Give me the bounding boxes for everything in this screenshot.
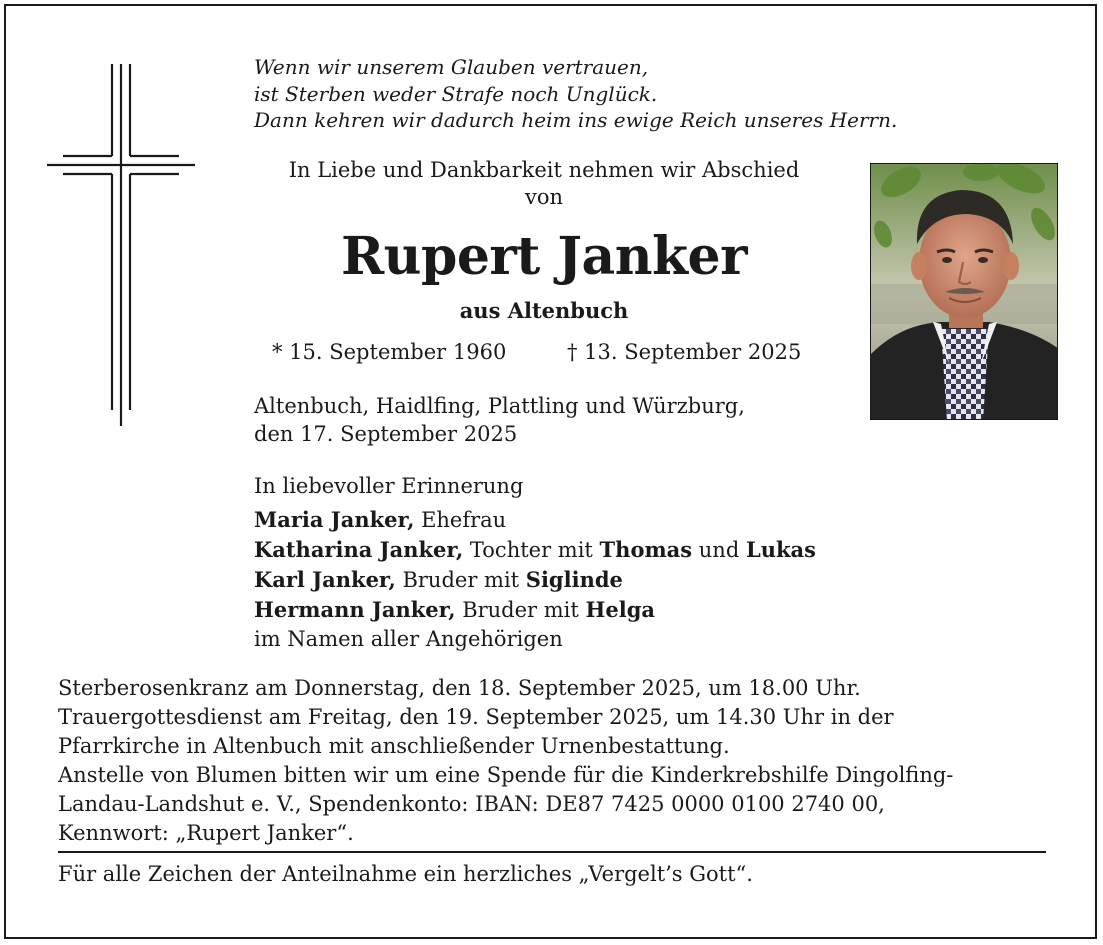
divider [58, 851, 1046, 853]
mourner-entry [254, 535, 816, 565]
birth-date: * 15. September 1960 [272, 340, 507, 364]
service-line: Anstelle von Blumen bitten wir um eine Spende für die Kinderkrebshilfe Dingolfing- [58, 763, 954, 787]
mourner-connector: und [692, 538, 746, 562]
service-line: Landau-Landshut e. V., Spendenkonto: IBAN: DE87 7425 0000 0100 2740 00, [58, 792, 885, 816]
service-line: Kennwort: „Rupert Janker“. [58, 821, 354, 845]
mourner-name: Hermann Janker, [254, 597, 456, 622]
farewell-line: In Liebe und Dankbarkeit nehmen wir Abschied [288, 158, 800, 182]
farewell-line: von [524, 185, 564, 209]
deceased-name: Rupert Janker [340, 226, 748, 287]
farewell-text [255, 157, 833, 211]
mourner-entry [254, 595, 816, 625]
mourner-partner: Helga [585, 597, 655, 622]
memory-intro: In liebevoller Erinnerung [254, 474, 524, 498]
portrait-photo [870, 163, 1058, 420]
mourner-relation: Tochter mit [463, 538, 600, 562]
cross-icon [45, 60, 197, 430]
deceased-origin: aus Altenbuch [459, 298, 629, 323]
mourners-closing: im Namen aller Angehörigen [254, 627, 563, 651]
mourner-entry [254, 505, 816, 535]
mourner-relation: Bruder mit [455, 598, 586, 622]
service-details [58, 674, 953, 848]
mourner-partner: Siglinde [525, 567, 623, 592]
motto-line: Dann kehren wir dadurch heim ins ewige Reich unseres Herrn. [254, 108, 898, 132]
mourners-list [254, 472, 816, 654]
motto-verse [254, 54, 897, 134]
place-line: Altenbuch, Haidlfing, Plattling und Würzburg, [254, 394, 745, 418]
mourner-relation: Ehefrau [414, 508, 507, 532]
mourner-partner: Thomas [599, 537, 693, 562]
mourner-name: Karl Janker, [254, 567, 396, 592]
mourner-entry [254, 565, 816, 595]
mourner-name: Katharina Janker, [254, 537, 464, 562]
service-line: Trauergottesdienst am Freitag, den 19. September 2025, um 14.30 Uhr in der [58, 705, 894, 729]
portrait-image [871, 164, 1058, 420]
service-line: Sterberosenkranz am Donnerstag, den 18. September 2025, um 18.00 Uhr. [58, 676, 861, 700]
mourner-name: Maria Janker, [254, 507, 415, 532]
motto-line: Wenn wir unserem Glauben vertrauen, [254, 55, 649, 79]
death-date: † 13. September 2025 [567, 340, 802, 364]
motto-line: ist Sterben weder Strafe noch Unglück. [254, 81, 658, 106]
date-line: den 17. September 2025 [254, 422, 518, 446]
service-line: Pfarrkirche in Altenbuch mit anschließender Urnenbestattung. [58, 734, 730, 758]
mourner-partner: Lukas [745, 537, 816, 562]
thanks-line: Für alle Zeichen der Anteilnahme ein herzliches „Vergelt’s Gott“. [58, 862, 753, 886]
place-and-date [254, 392, 745, 448]
mourner-relation: Bruder mit [395, 568, 526, 592]
